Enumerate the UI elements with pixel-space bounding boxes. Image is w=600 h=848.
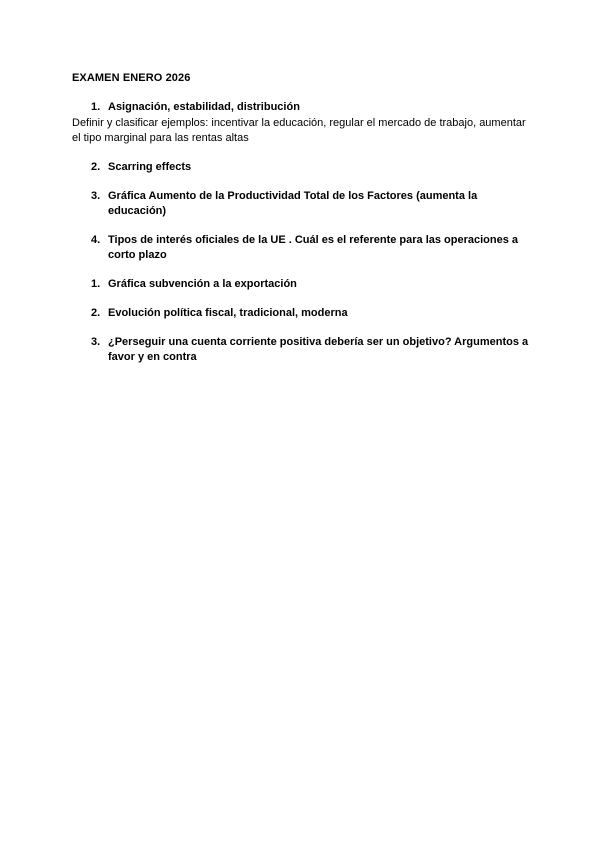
- list-item-number: 4.: [91, 234, 101, 246]
- list-item-number: 1.: [91, 278, 101, 290]
- list-item-text: Tipos de interés oficiales de la UE . Cuál es el referente para las operaciones a corto plazo: [108, 234, 519, 261]
- list-item-text: ¿Perseguir una cuenta corriente positiva debería ser un objetivo? Argumentos a favor y en contra: [108, 336, 529, 363]
- document-title: EXAMEN ENERO 2026: [72, 72, 191, 84]
- list-item-text: Gráfica subvención a la exportación: [108, 278, 297, 290]
- list-item-number: 2.: [91, 161, 101, 173]
- item-description: Definir y clasificar ejemplos: incentivar la educación, regular el mercado de trabajo, aumentar el tipo marginal para las rentas altas: [72, 117, 526, 144]
- list-item-number: 3.: [91, 190, 101, 202]
- list-item-7: [91, 335, 531, 365]
- list-item-text: Evolución política fiscal, tradicional, moderna: [108, 307, 348, 319]
- list-item-3: [91, 189, 531, 219]
- list-item-4: [91, 233, 531, 263]
- list-item-2: [91, 160, 531, 175]
- list-item-6: [91, 306, 531, 321]
- list-item-number: 2.: [91, 307, 101, 319]
- list-item-1: [91, 100, 531, 115]
- list-item-number: 1.: [91, 101, 101, 113]
- list-item-text: Gráfica Aumento de la Productividad Total de los Factores (aumenta la educación): [108, 190, 478, 217]
- list-item-number: 3.: [91, 336, 101, 348]
- list-item-text: Asignación, estabilidad, distribución: [108, 101, 300, 113]
- list-item-text: Scarring effects: [108, 161, 192, 173]
- list-item-5: [91, 277, 531, 292]
